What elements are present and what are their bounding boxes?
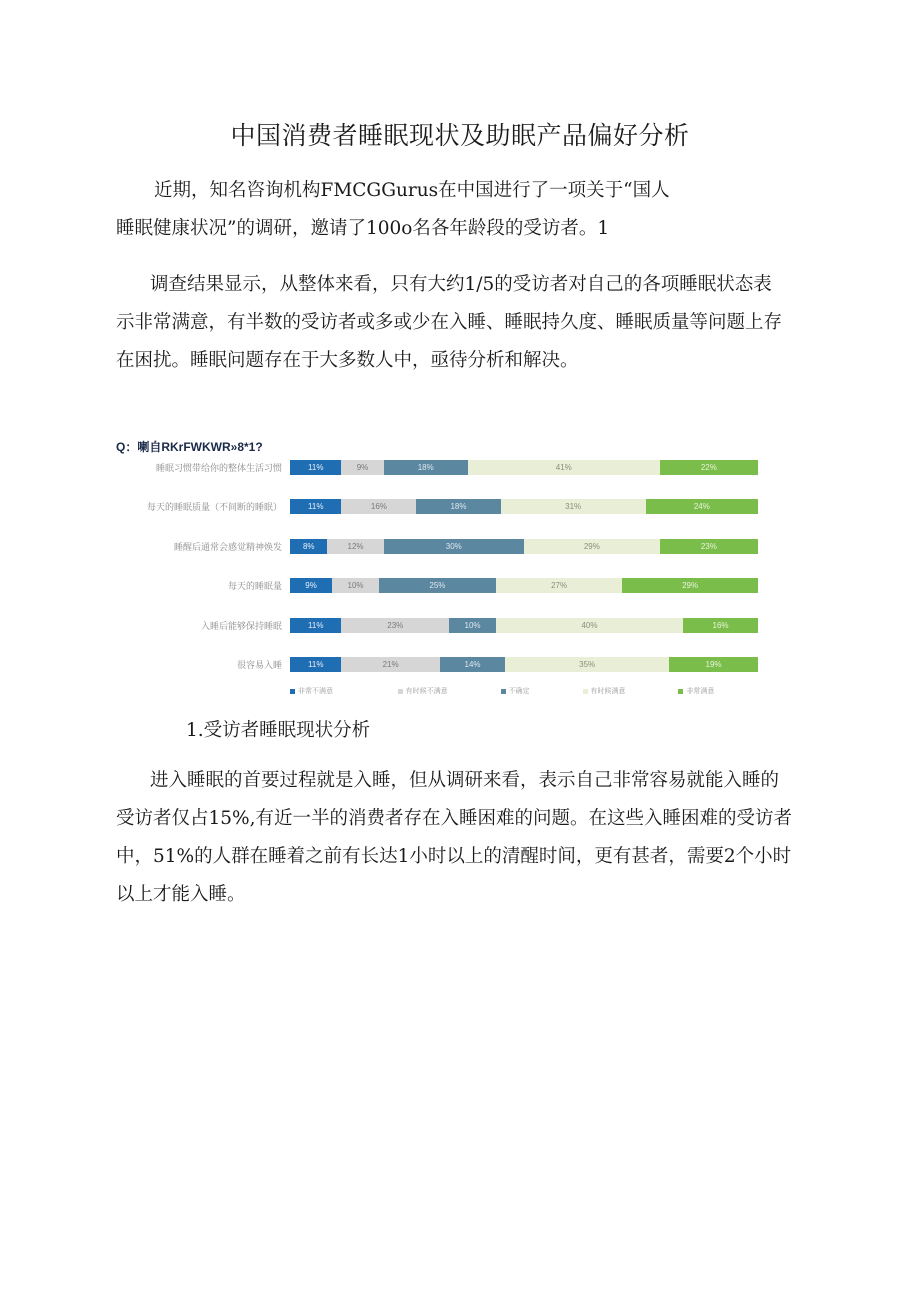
chart-row bbox=[116, 577, 762, 594]
legend-swatch bbox=[290, 689, 295, 694]
bar-segment: 14% bbox=[440, 657, 506, 672]
legend-swatch bbox=[583, 689, 588, 694]
stacked-bar bbox=[290, 539, 758, 554]
chart-category-label: 很容易入睡 bbox=[236, 660, 282, 670]
bar-segment: 16% bbox=[341, 499, 416, 514]
legend-item bbox=[398, 686, 448, 696]
bar-segment: 29% bbox=[524, 539, 660, 554]
bar-segment: 10% bbox=[332, 578, 379, 593]
bar-segment: 23% bbox=[341, 618, 449, 633]
chart-category-label: 每天的睡眠质量（不间断的睡眠） bbox=[146, 502, 282, 513]
bar-segment: 29% bbox=[622, 578, 758, 593]
bar-segment: 30% bbox=[384, 539, 524, 554]
stacked-bar bbox=[290, 618, 758, 633]
results-paragraph bbox=[116, 266, 846, 380]
results-line-2: 示非常满意，有半数的受访者或多或少在入睡、睡眠持久度、睡眠质量等问题上存 bbox=[116, 312, 783, 333]
chart-category-label: 入睡后能够保持睡眠 bbox=[200, 620, 282, 631]
sleep-satisfaction-chart bbox=[116, 438, 762, 700]
bar-segment: 21% bbox=[341, 657, 439, 672]
analysis-line-2: 受访者仅占15%,有近一半的消费者存在入睡困难的问题。在这些入睡困难的受访者 bbox=[116, 808, 793, 829]
legend-label: 非常满意 bbox=[686, 688, 715, 695]
legend-item bbox=[501, 686, 530, 696]
stacked-bar bbox=[290, 657, 758, 672]
intro-line-1: 近期，知名咨询机构FMCGGurus在中国进行了一项关于“国人 bbox=[154, 180, 670, 201]
bar-segment: 11% bbox=[290, 657, 341, 672]
legend-label: 有时候不满意 bbox=[405, 688, 448, 695]
legend-label: 有时候满意 bbox=[590, 688, 626, 695]
bar-segment: 8% bbox=[290, 539, 327, 554]
chart-category-label: 睡醒后通常会感觉精神焕发 bbox=[173, 541, 282, 552]
chart-title: Q：喇自RKrFWKWR»8*1? bbox=[116, 440, 263, 454]
legend-swatch bbox=[398, 689, 403, 694]
bar-segment: 12% bbox=[327, 539, 383, 554]
bar-segment: 19% bbox=[669, 657, 758, 672]
chart-legend bbox=[290, 686, 758, 698]
bar-segment: 11% bbox=[290, 460, 341, 475]
chart-row bbox=[116, 538, 762, 555]
section-heading: 1.受访者睡眠现状分析 bbox=[186, 720, 371, 741]
bar-segment: 22% bbox=[660, 460, 758, 475]
chart-category-label: 每天的睡眠量 bbox=[227, 581, 282, 592]
chart-category-label: 睡眠习惯带给你的整体生活习惯 bbox=[155, 463, 282, 473]
analysis-line-4: 以上才能入睡。 bbox=[116, 884, 246, 905]
results-line-3: 在困扰。睡眠问题存在于大多数人中，亟待分析和解决。 bbox=[116, 350, 579, 371]
bar-segment: 24% bbox=[646, 499, 758, 514]
bar-segment: 9% bbox=[341, 460, 383, 475]
bar-segment: 18% bbox=[384, 460, 468, 475]
bar-segment: 35% bbox=[505, 657, 669, 672]
analysis-line-1: 进入睡眠的首要过程就是入睡，但从调研来看，表示自己非常容易就能入睡的 bbox=[150, 770, 780, 791]
bar-segment: 40% bbox=[496, 618, 683, 633]
bar-segment: 31% bbox=[501, 499, 646, 514]
analysis-paragraph bbox=[116, 762, 846, 914]
bar-segment: 11% bbox=[290, 499, 341, 514]
bar-segment: 9% bbox=[290, 578, 332, 593]
legend-item bbox=[290, 686, 333, 696]
bar-segment: 25% bbox=[379, 578, 496, 593]
intro-paragraph bbox=[116, 172, 846, 248]
bar-segment: 10% bbox=[449, 618, 496, 633]
legend-swatch bbox=[501, 689, 506, 694]
bar-segment: 18% bbox=[416, 499, 500, 514]
bar-segment: 41% bbox=[468, 460, 660, 475]
chart-row bbox=[116, 656, 762, 673]
chart-row bbox=[116, 617, 762, 634]
bar-segment: 16% bbox=[683, 618, 758, 633]
chart-row bbox=[116, 498, 762, 515]
intro-line-2: 睡眠健康状况”的调研，邀请了100o名各年龄段的受访者。1 bbox=[116, 218, 610, 239]
page-title: 中国消费者睡眠现状及助眠产品偏好分析 bbox=[230, 121, 690, 150]
stacked-bar bbox=[290, 578, 758, 593]
legend-label: 非常不满意 bbox=[298, 688, 333, 695]
stacked-bar bbox=[290, 460, 758, 475]
legend-label: 不确定 bbox=[508, 688, 530, 695]
legend-item bbox=[583, 686, 626, 696]
results-line-1: 调查结果显示，从整体来看，只有大约1/5的受访者对自己的各项睡眠状态表 bbox=[150, 274, 772, 295]
legend-swatch bbox=[678, 689, 683, 694]
stacked-bar bbox=[290, 499, 758, 514]
legend-item bbox=[678, 686, 714, 696]
bar-segment: 11% bbox=[290, 618, 341, 633]
bar-segment: 23% bbox=[660, 539, 758, 554]
analysis-line-3: 中，51%的人群在睡着之前有长达1小时以上的清醒时间，更有甚者，需要2个小时 bbox=[116, 846, 792, 867]
chart-row bbox=[116, 459, 762, 476]
bar-segment: 27% bbox=[496, 578, 622, 593]
